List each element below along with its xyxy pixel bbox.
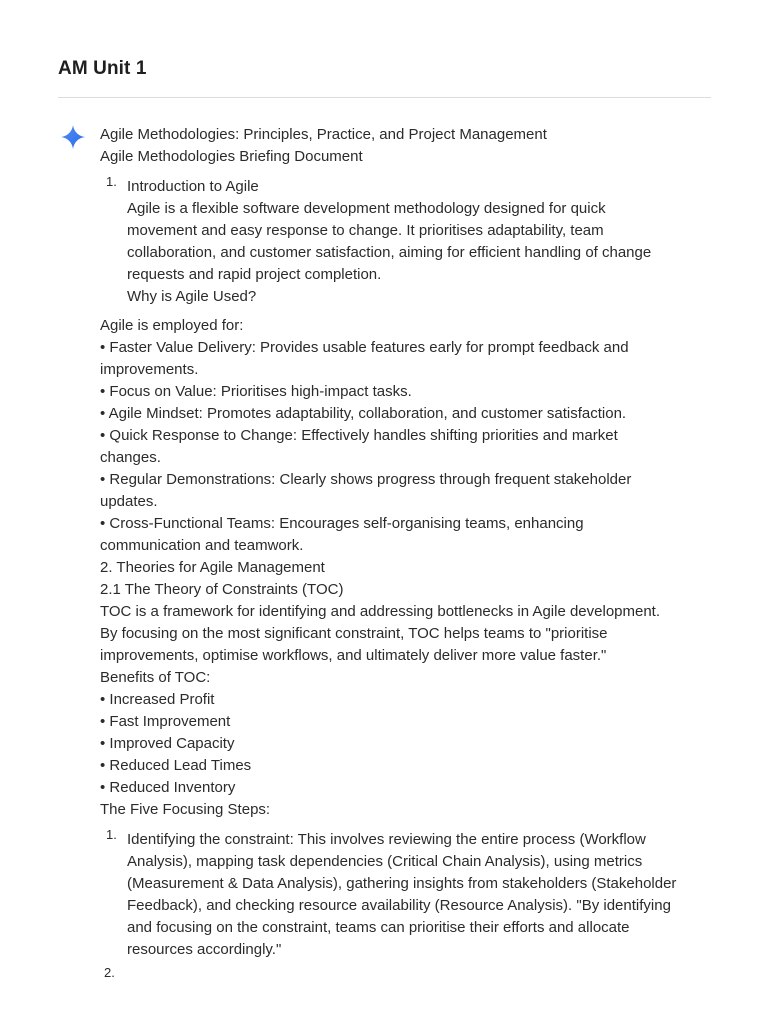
paragraph-line: Agile is a flexible software development methodology designed for quick <box>127 200 606 217</box>
body-line: By focusing on the most significant constraint, TOC helps teams to "prioritise <box>100 625 608 642</box>
step-line: resources accordingly." <box>127 941 282 958</box>
body-line: 2. Theories for Agile Management <box>100 559 325 576</box>
section-heading: Introduction to Agile <box>127 178 259 195</box>
step-line: Identifying the constraint: This involves reviewing the entire process (Workflow <box>127 831 646 848</box>
response-title: Agile Methodologies: Principles, Practice, and Project Management <box>100 126 547 143</box>
body-line: changes. <box>100 449 161 466</box>
body-line: • Agile Mindset: Promotes adaptability, collaboration, and customer satisfaction. <box>100 405 627 422</box>
body-line: Benefits of TOC: <box>100 669 211 686</box>
list-number: 1. <box>106 827 117 842</box>
body-lines <box>100 315 720 821</box>
body-line: • Regular Demonstrations: Clearly shows progress through frequent stakeholder <box>100 471 632 488</box>
body-line: communication and teamwork. <box>100 537 304 554</box>
list-item-introduction <box>100 176 720 308</box>
paragraph-line: movement and easy response to change. It prioritises adaptability, team <box>127 222 604 239</box>
paragraph-line: collaboration, and customer satisfaction, aiming for efficient handling of change <box>127 244 652 261</box>
body-line: • Reduced Inventory <box>100 779 236 796</box>
paragraph-line: requests and rapid project completion. <box>127 266 382 283</box>
body-line: TOC is a framework for identifying and addressing bottlenecks in Agile development. <box>100 603 661 620</box>
page-title: AM Unit 1 <box>58 58 147 79</box>
step-line: Analysis), mapping task dependencies (Critical Chain Analysis), using metrics <box>127 853 643 870</box>
body-line: 2.1 The Theory of Constraints (TOC) <box>100 581 344 598</box>
list-number-partial: 2. <box>104 965 115 980</box>
body-line: • Improved Capacity <box>100 735 235 752</box>
sparkle-icon <box>60 124 86 150</box>
document-subtitle: Agile Methodologies Briefing Document <box>100 148 363 165</box>
list-item-step-1 <box>100 829 720 961</box>
body-line: • Quick Response to Change: Effectively handles shifting priorities and market <box>100 427 618 444</box>
body-line: • Increased Profit <box>100 691 215 708</box>
body-line: • Fast Improvement <box>100 713 231 730</box>
body-line: updates. <box>100 493 158 510</box>
body-line: improvements. <box>100 361 199 378</box>
body-line: The Five Focusing Steps: <box>100 801 271 818</box>
body-line: • Faster Value Delivery: Provides usable features early for prompt feedback and <box>100 339 629 356</box>
subheading: Why is Agile Used? <box>127 288 257 305</box>
step-line: and focusing on the constraint, teams can prioritise their efforts and allocate <box>127 919 630 936</box>
response-content <box>100 124 720 961</box>
step-line: (Measurement & Data Analysis), gathering insights from stakeholders (Stakeholder <box>127 875 677 892</box>
body-line: • Reduced Lead Times <box>100 757 252 774</box>
list-number: 1. <box>106 174 117 189</box>
header-divider <box>58 97 711 98</box>
body-line: • Focus on Value: Prioritises high-impact tasks. <box>100 383 412 400</box>
body-line: Agile is employed for: <box>100 317 244 334</box>
body-line: improvements, optimise workflows, and ultimately deliver more value faster." <box>100 647 607 664</box>
step-line: Feedback), and checking resource availability (Resource Analysis). "By identifying <box>127 897 671 914</box>
body-line: • Cross-Functional Teams: Encourages self-organising teams, enhancing <box>100 515 584 532</box>
